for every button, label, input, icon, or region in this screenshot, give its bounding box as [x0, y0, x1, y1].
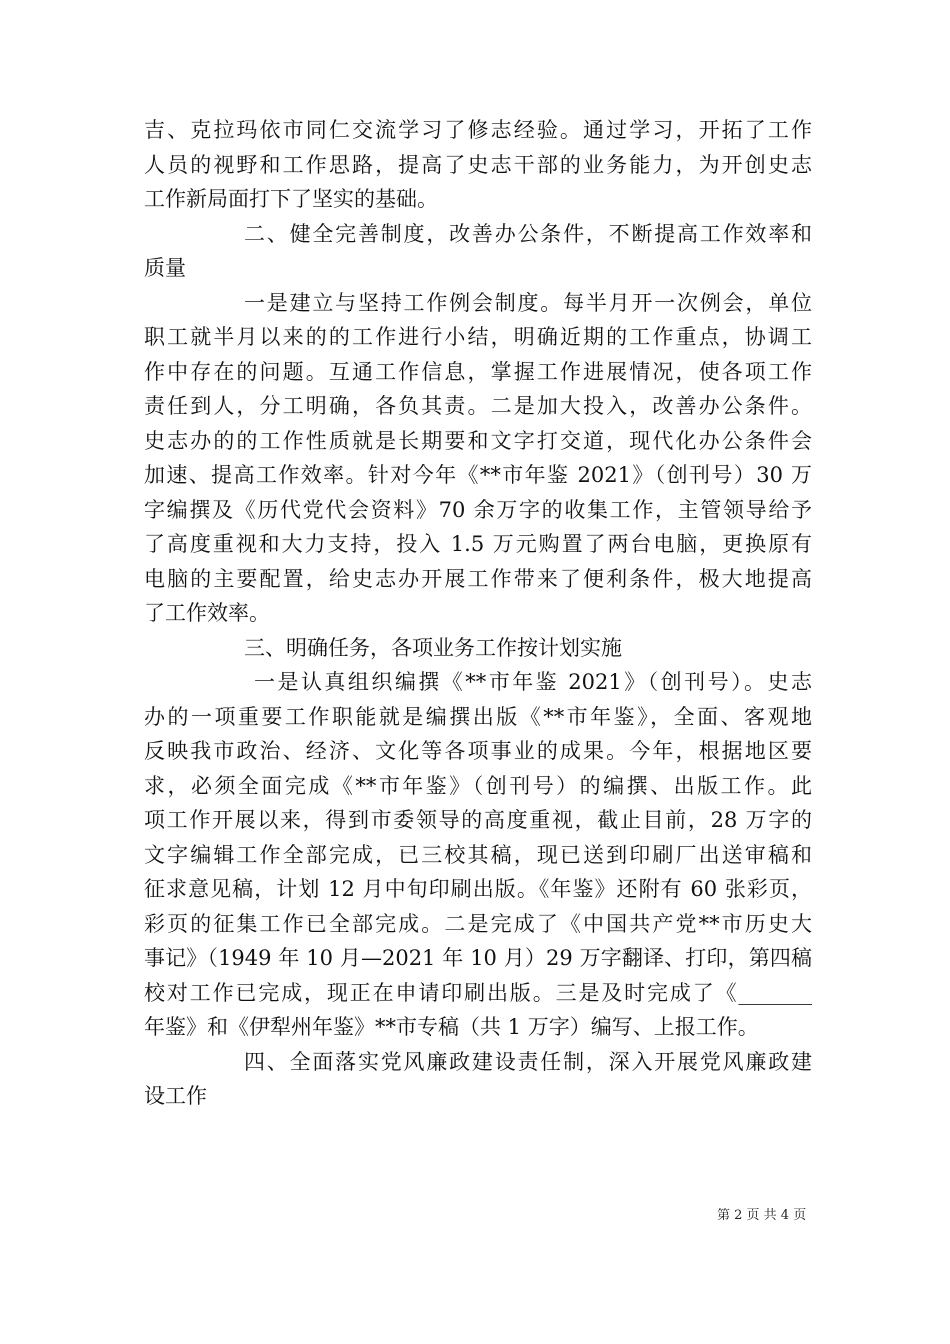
section-heading-3: 三、明确任务，各项业务工作按计划实施	[244, 635, 622, 660]
section-heading-2-cont: 质量	[144, 256, 186, 280]
text-line: 项工作开展以来，得到市委领导的高度重视，截止目前，28 万字的	[144, 808, 812, 832]
text-line: 工作新局面打下了坚实的基础。	[144, 187, 438, 211]
document-body	[144, 113, 812, 1114]
text-line: 人员的视野和工作思路，提高了史志干部的业务能力，为开创史志	[144, 152, 812, 177]
page-number-footer: 第 2 页 共 4 页	[717, 1208, 807, 1223]
text-line: 文字编辑工作全部完成，已三校其稿，现已送到印刷厂出送审稿和	[144, 842, 812, 867]
text-line: 职工就半月以来的的工作进行小结，明确近期的工作重点，协调工	[144, 325, 812, 349]
text-line: 了高度重视和大力支持，投入 1.5 万元购置了两台电脑，更换原有	[144, 532, 812, 556]
text-line: 电脑的主要配置，给史志办开展工作带来了便利条件，极大地提高	[144, 566, 812, 591]
section-heading-4: 四、全面落实党风廉政建设责任制，深入开展党风廉政建	[244, 1049, 812, 1074]
text-line: 年鉴》和《伊犁州年鉴》**市专稿（共 1 万字）编写、上报工作。	[144, 1015, 759, 1039]
text-line: 求，必须全面完成《**市年鉴》（创刊号）的编撰、出版工作。此	[144, 773, 812, 798]
text-line: 一是建立与坚持工作例会制度。每半月开一次例会，单位	[244, 290, 812, 315]
text-line: 字编撰及《历代党代会资料》70 余万字的收集工作，主管领导给予	[144, 497, 812, 522]
text-line: 反映我市政治、经济、文化等各项事业的成果。今年，根据地区要	[144, 739, 812, 763]
text-line: 一是认真组织编撰《**市年鉴 2021》（创刊号）。史志	[254, 670, 812, 694]
text-line: 加速、提高工作效率。针对今年《**市年鉴 2021》（创刊号）30 万	[144, 463, 812, 487]
section-heading-4-cont: 设工作	[144, 1084, 207, 1108]
text-line: 史志办的的工作性质就是长期要和文字打交道，现代化办公条件会	[144, 428, 812, 453]
text-line: 了工作效率。	[144, 601, 270, 625]
section-heading-2: 二、健全完善制度，改善办公条件，不断提高工作效率和	[244, 221, 812, 246]
text-line: 征求意见稿，计划 12 月中旬印刷出版。《年鉴》还附有 60 张彩页，	[144, 877, 812, 901]
text-line: 校对工作已完成，现正在申请印刷出版。三是及时完成了《_______	[144, 980, 812, 1005]
text-line: 责任到人，分工明确，各负其责。二是加大投入，改善办公条件。	[144, 394, 812, 418]
text-line: 事记》（1949 年 10 月—2021 年 10 月）29 万字翻译、打印，第四稿	[144, 946, 812, 970]
text-line: 作中存在的问题。互通工作信息，掌握工作进展情况，使各项工作	[144, 359, 812, 384]
text-line: 彩页的征集工作已全部完成。二是完成了《中国共产党**市历史大	[144, 911, 812, 936]
text-line: 吉、克拉玛依市同仁交流学习了修志经验。通过学习，开拓了工作	[144, 118, 812, 142]
text-line: 办的一项重要工作职能就是编撰出版《**市年鉴》，全面、客观地	[144, 704, 812, 729]
